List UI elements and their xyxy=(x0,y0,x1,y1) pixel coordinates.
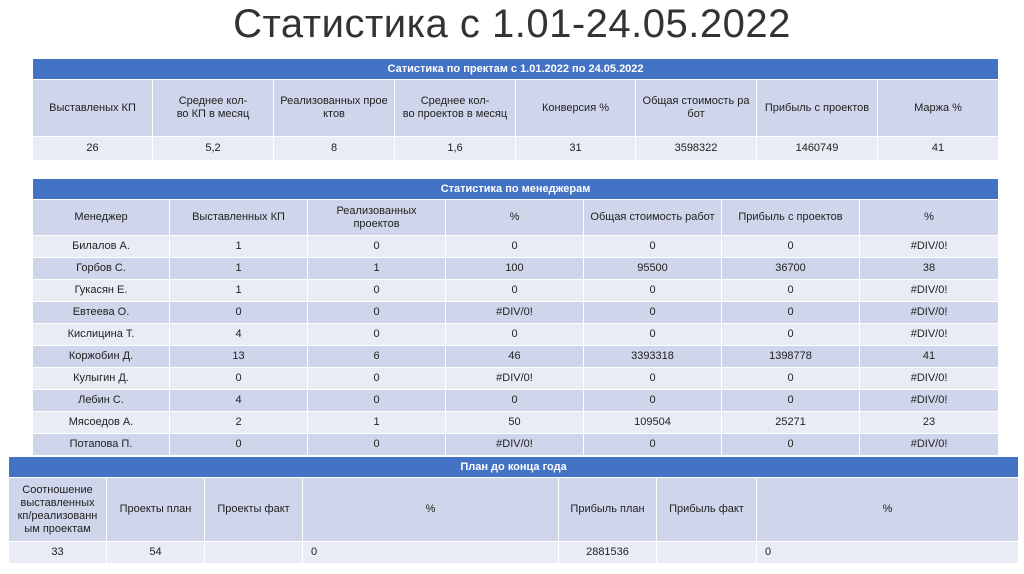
value-cell: 0 xyxy=(722,434,860,456)
header-cell: Реализованных проектов xyxy=(308,200,446,236)
value-cell: 0 xyxy=(584,390,722,412)
header-cell: % xyxy=(757,478,1019,542)
value-cell: 0 xyxy=(722,324,860,346)
value-cell: 36700 xyxy=(722,258,860,280)
value-cell: 41 xyxy=(878,137,999,161)
value-cell: 4 xyxy=(170,390,308,412)
header-cell: Маржа % xyxy=(878,80,999,137)
table-row xyxy=(33,390,999,412)
table-row xyxy=(33,258,999,280)
value-cell: 0 xyxy=(308,302,446,324)
value-cell: 0 xyxy=(584,324,722,346)
plan-table xyxy=(8,456,1019,564)
manager-stats-band: Статистика по менеджерам xyxy=(33,179,999,200)
header-cell: Менеджер xyxy=(33,200,170,236)
value-cell: #DIV/0! xyxy=(446,368,584,390)
header-cell: Проекты факт xyxy=(205,478,303,542)
value-cell: 0 xyxy=(303,542,559,564)
value-cell: 25271 xyxy=(722,412,860,434)
table-row xyxy=(33,236,999,258)
value-cell: 26 xyxy=(33,137,153,161)
value-cell: 95500 xyxy=(584,258,722,280)
value-cell: 2 xyxy=(170,412,308,434)
value-cell: 0 xyxy=(446,324,584,346)
header-cell: Общая стоимость работ xyxy=(584,200,722,236)
value-cell: #DIV/0! xyxy=(860,236,999,258)
header-cell: Реализованных прое ктов xyxy=(274,80,395,137)
value-cell: 1 xyxy=(170,236,308,258)
table-row xyxy=(33,280,999,302)
value-cell: 33 xyxy=(9,542,107,564)
value-cell: 13 xyxy=(170,346,308,368)
value-cell: 46 xyxy=(446,346,584,368)
value-cell xyxy=(657,542,757,564)
value-cell: #DIV/0! xyxy=(860,434,999,456)
value-cell: 3598322 xyxy=(636,137,757,161)
value-cell: 0 xyxy=(308,324,446,346)
manager-name-cell: Горбов С. xyxy=(33,258,170,280)
value-cell: 0 xyxy=(757,542,1019,564)
value-cell: 0 xyxy=(584,236,722,258)
project-stats-band: Сатистика по пректам с 1.01.2022 по 24.05.2022 xyxy=(33,59,999,80)
value-cell: 100 xyxy=(446,258,584,280)
value-cell: 0 xyxy=(308,434,446,456)
header-cell: Прибыль план xyxy=(559,478,657,542)
page-title: Статистика с 1.01-24.05.2022 xyxy=(233,2,791,46)
table-row xyxy=(33,324,999,346)
manager-name-cell: Гукасян Е. xyxy=(33,280,170,302)
value-cell: #DIV/0! xyxy=(860,280,999,302)
header-cell: Прибыль с проектов xyxy=(722,200,860,236)
value-cell: 0 xyxy=(308,280,446,302)
plan-band: План до конца года xyxy=(9,457,1019,478)
header-cell: % xyxy=(303,478,559,542)
value-cell: 38 xyxy=(860,258,999,280)
manager-name-cell: Лебин С. xyxy=(33,390,170,412)
table-row xyxy=(33,368,999,390)
manager-name-cell: Евтеева О. xyxy=(33,302,170,324)
header-cell: Выставленных КП xyxy=(170,200,308,236)
header-cell: Соотношение выставленных кп/реализованн ым проектам xyxy=(9,478,107,542)
value-cell: 1460749 xyxy=(757,137,878,161)
value-cell: 1398778 xyxy=(722,346,860,368)
header-cell: Прибыль с проектов xyxy=(757,80,878,137)
table-row xyxy=(33,346,999,368)
manager-name-cell: Кислицина Т. xyxy=(33,324,170,346)
value-cell: 54 xyxy=(107,542,205,564)
value-cell: 0 xyxy=(722,390,860,412)
table-row xyxy=(33,412,999,434)
value-cell: 0 xyxy=(722,302,860,324)
value-cell: 8 xyxy=(274,137,395,161)
value-cell: 0 xyxy=(584,368,722,390)
header-cell: Проекты план xyxy=(107,478,205,542)
value-cell: 0 xyxy=(722,236,860,258)
manager-name-cell: Билалов А. xyxy=(33,236,170,258)
value-cell: 3393318 xyxy=(584,346,722,368)
header-cell: Конверсия % xyxy=(516,80,636,137)
value-cell: 6 xyxy=(308,346,446,368)
value-cell: 0 xyxy=(308,368,446,390)
manager-name-cell: Коржобин Д. xyxy=(33,346,170,368)
header-cell: Общая стоимость ра бот xyxy=(636,80,757,137)
value-cell: 0 xyxy=(446,280,584,302)
header-cell: % xyxy=(860,200,999,236)
manager-rows xyxy=(33,236,999,456)
header-cell: Среднее кол- во КП в месяц xyxy=(153,80,274,137)
manager-stats-table xyxy=(32,178,999,456)
value-cell: 1 xyxy=(308,258,446,280)
manager-name-cell: Мясоедов А. xyxy=(33,412,170,434)
header-cell: Прибыль факт xyxy=(657,478,757,542)
value-cell: #DIV/0! xyxy=(860,390,999,412)
value-cell: 1 xyxy=(308,412,446,434)
value-cell: 1 xyxy=(170,280,308,302)
value-cell: 0 xyxy=(584,434,722,456)
value-cell: 0 xyxy=(722,280,860,302)
manager-name-cell: Потапова П. xyxy=(33,434,170,456)
value-cell: 0 xyxy=(446,390,584,412)
value-cell: 0 xyxy=(170,368,308,390)
value-cell: 109504 xyxy=(584,412,722,434)
value-cell: 1,6 xyxy=(395,137,516,161)
header-cell: % xyxy=(446,200,584,236)
value-cell: 0 xyxy=(584,280,722,302)
value-cell xyxy=(205,542,303,564)
value-cell: 0 xyxy=(170,302,308,324)
value-cell: 0 xyxy=(308,236,446,258)
value-cell: 50 xyxy=(446,412,584,434)
header-cell: Среднее кол- во проектов в месяц xyxy=(395,80,516,137)
value-cell: #DIV/0! xyxy=(446,302,584,324)
project-stats-table xyxy=(32,58,999,161)
table-row xyxy=(33,302,999,324)
table-row xyxy=(33,434,999,456)
value-cell: 2881536 xyxy=(559,542,657,564)
value-cell: 1 xyxy=(170,258,308,280)
value-cell: 41 xyxy=(860,346,999,368)
value-cell: #DIV/0! xyxy=(860,302,999,324)
value-cell: #DIV/0! xyxy=(860,324,999,346)
value-cell: 0 xyxy=(584,302,722,324)
value-cell: 0 xyxy=(170,434,308,456)
value-cell: 23 xyxy=(860,412,999,434)
value-cell: #DIV/0! xyxy=(860,368,999,390)
value-cell: 0 xyxy=(308,390,446,412)
manager-name-cell: Кулыгин Д. xyxy=(33,368,170,390)
value-cell: 31 xyxy=(516,137,636,161)
value-cell: 4 xyxy=(170,324,308,346)
value-cell: 5,2 xyxy=(153,137,274,161)
value-cell: 0 xyxy=(722,368,860,390)
value-cell: 0 xyxy=(446,236,584,258)
header-cell: Выставленых КП xyxy=(33,80,153,137)
value-cell: #DIV/0! xyxy=(446,434,584,456)
